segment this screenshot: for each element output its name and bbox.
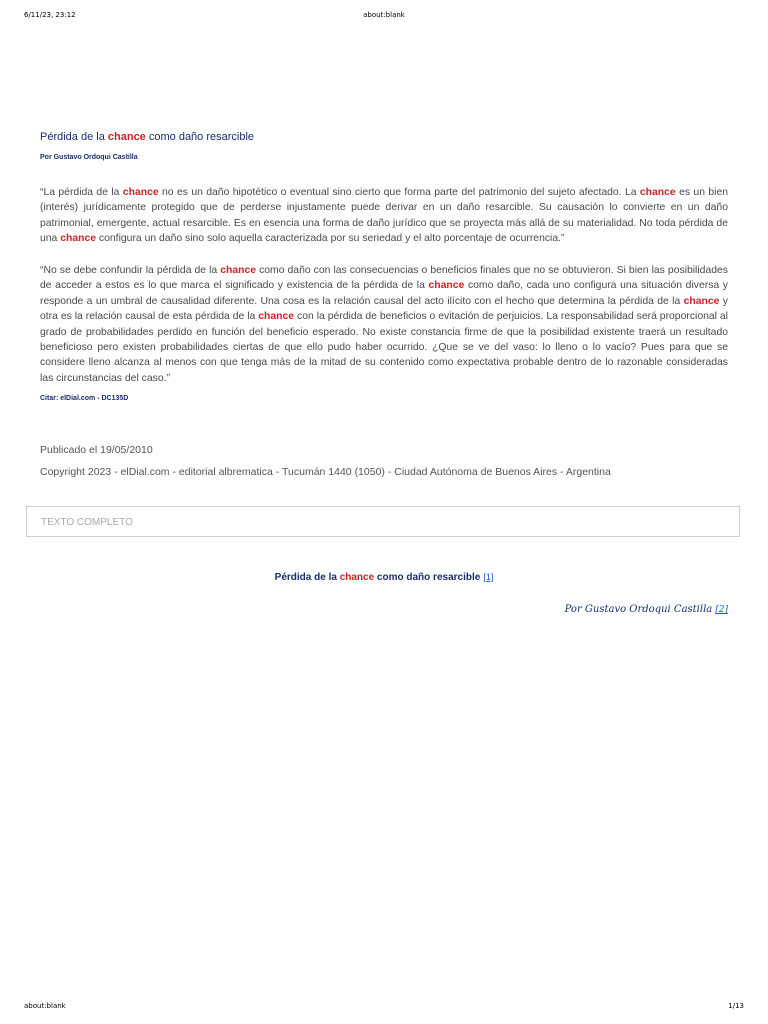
footnote-link-1[interactable]: [1] — [483, 572, 494, 582]
print-header — [24, 11, 744, 19]
print-url: about:blank — [363, 11, 405, 19]
article-byline: Por Gustavo Ordoqui Castilla — [40, 154, 138, 161]
quote-paragraph-2: “No se debe confundir la pérdida de la chance como daño con las consecuencias o beneficios finales que no se obtuvieron. Si bien las posibilidades de acceder a estos es lo que marca el significado y existencia de la pérdida de la chance como daño, cada uno configura una situación diversa y responde a un umbral de causalidad diferente. Una cosa es la relación causal del acto ilícito con el hecho que determina la pérdida de la chance y otra es la relación causal de esta pérdida de la chance con la pérdida de beneficios o evitación de perjuicios. La responsabilidad será proporcional al grado de probabilidades perdido en función del beneficio esperado. No existe constancia firme de que la posibilidad existente traerá un resultado beneficioso pero existen probabilidades ciertas de que ello pudo haber ocurrido. ¿Que se ve del vaso: lo lleno o lo vacío? Pues para que se considere lleno alcanza al menos con que tenga más de la mitad de su contenido como expectativa probable dentro de lo razonable consideradas las circunstancias del caso.” — [40, 265, 728, 384]
footnote-link-2[interactable]: [2] — [715, 605, 728, 615]
copyright-line: Copyright 2023 - elDial.com - editorial albrematica - Tucumán 1440 (1050) - Ciudad Autónoma de Buenos Aires - Argentina — [40, 466, 611, 478]
citation-link[interactable]: Citar: elDial.com - DC135D — [40, 395, 129, 402]
fulltext-title: Pérdida de la chance como daño resarcible [1] — [274, 572, 494, 583]
footer-url: about:blank — [24, 1002, 66, 1010]
print-footer — [24, 1002, 744, 1010]
fulltext-author: Por Gustavo Ordoqui Castilla [2] — [564, 604, 728, 615]
quote-paragraph-1: “La pérdida de la chance no es un daño hipotético o eventual sino cierto que forma parte del patrimonio del sujeto afectado. La chance es un bien (interés) jurídicamente protegido que de perderse injustamente puede derivar en un daño resarcible. Su causación lo convierte en un daño patrimonial, emergente, actual resarcible. Es en esencia una forma de daño jurídico que se proyecta más allá de su materialidad. No toda pérdida de una chance configura un daño sino solo aquella caracterizada por su seriedad y el alto porcentaje de ocurrencia.” — [40, 187, 729, 245]
highlight-chance: chance — [107, 131, 146, 143]
page-number: 1/13 — [728, 1002, 744, 1010]
fulltext-toggle[interactable]: TEXTO COMPLETO — [26, 506, 740, 537]
article-title: Pérdida de la chance como daño resarcible — [40, 131, 255, 143]
published-date: Publicado el 19/05/2010 — [40, 444, 153, 456]
print-datetime: 6/11/23, 23:12 — [24, 11, 76, 19]
